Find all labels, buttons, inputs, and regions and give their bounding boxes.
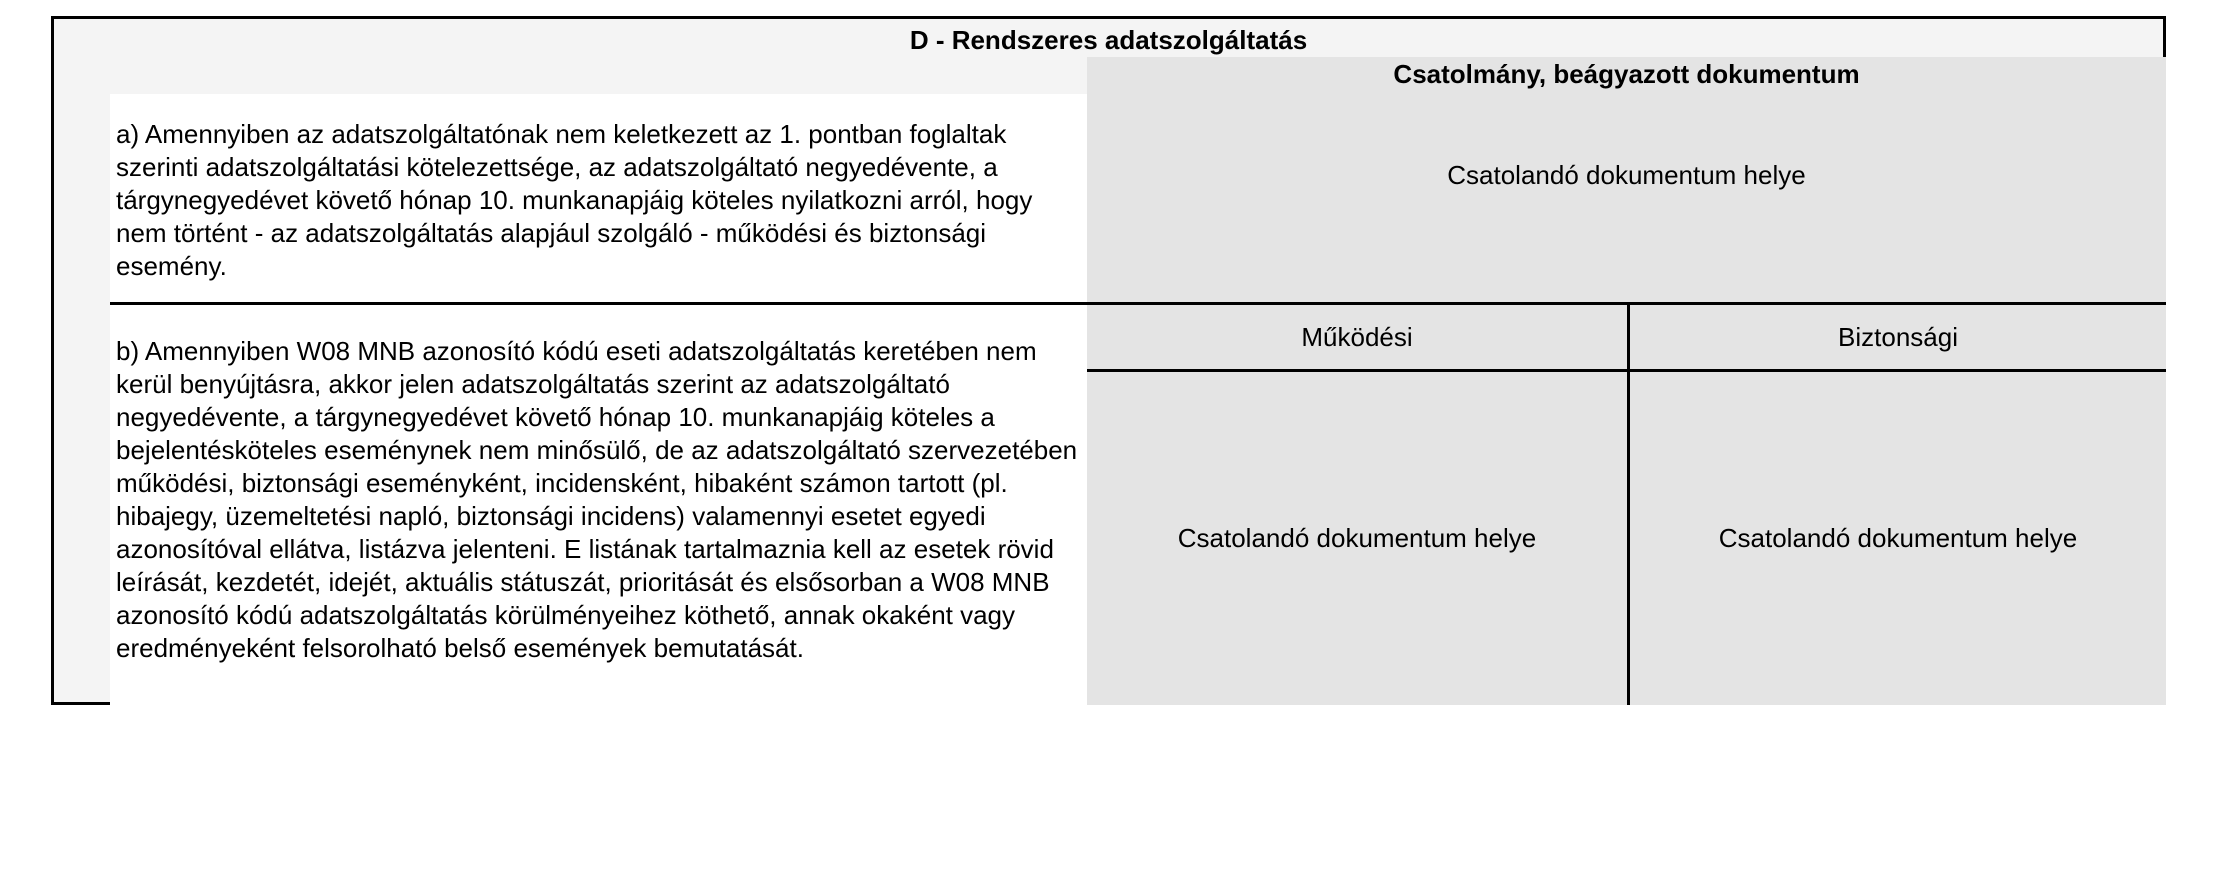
security-column-header: Biztonsági xyxy=(1838,321,1958,352)
attachment-header: Csatolmány, beágyazott dokumentum xyxy=(1393,59,1860,89)
row-a-description: a) Amennyiben az adatszolgáltatónak nem keletkezett az 1. pontban foglaltak szerinti adatszolgáltatási kötelezettsége, az adatszolgáltató negyedévente, a tárgynegyedévet követő hónap 10. munkanapjáig köteles nyilatkozni arról, hogy nem történt - az adatszolgáltatás alapjául szolgáló - működési és biztonsági esemény. xyxy=(116,119,1033,281)
regular-reporting-section xyxy=(51,16,2166,705)
operational-column-header: Működési xyxy=(1301,321,1413,352)
security-attachment-placeholder[interactable]: Csatolandó dokumentum helye xyxy=(1718,523,2078,553)
row-b-text-cell xyxy=(110,305,1087,705)
section-title: D - Rendszeres adatszolgáltatás xyxy=(909,25,1308,55)
row-a-attachment-cell[interactable] xyxy=(1087,57,2166,304)
row-a-text-cell xyxy=(110,94,1087,304)
row-b-description: b) Amennyiben W08 MNB azonosító kódú eseti adatszolgáltatás keretében nem kerül benyújtásra, akkor jelen adatszolgáltatás szerint az adatszolgáltató negyedévente, a tárgynegyedévet követő hónap 10. munkanapjáig köteles a bejelentésköteles eseménynek nem minősülő, de az adatszolgáltató szervezetében működési, biztonsági eseményként, incidensként, hibaként számon tartott (pl. hibajegy, üzemeltetési napló, biztonsági incidens) valamennyi esetet egyedi azonosítóval ellátva, listázva jelenteni. E listának tartalmaznia kell az esetek rövid leírását, kezdetét, idejét, aktuális státuszát, prioritását és elsősorban a W08 MNB azonosító kódú adatszolgáltatás körülményeihez köthető, annak okaként vagy eredményeként felsorolható belső események bemutatását. xyxy=(116,336,1078,663)
operational-attachment-placeholder[interactable]: Csatolandó dokumentum helye xyxy=(1177,523,1537,553)
row-a-attachment-placeholder: Csatolandó dokumentum helye xyxy=(1447,159,1806,190)
